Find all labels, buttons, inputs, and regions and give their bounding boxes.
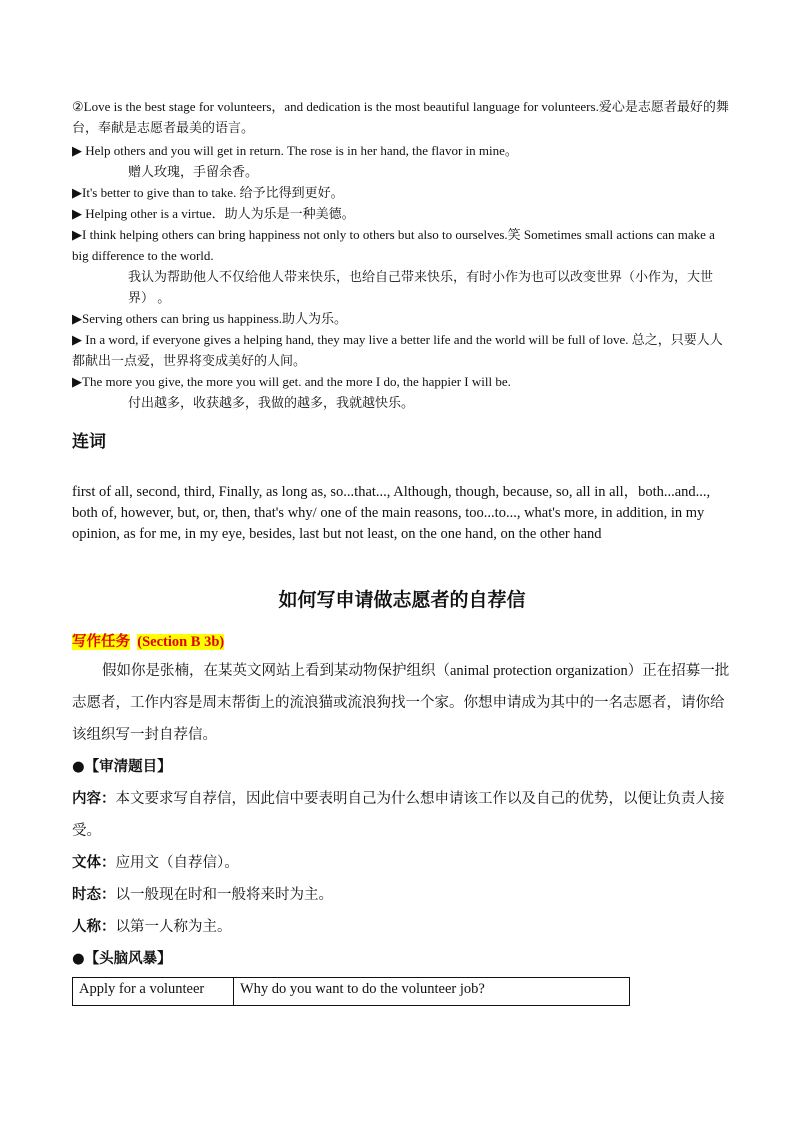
tips-section <box>72 96 732 413</box>
tip-4: ▶ Helping other is a virtue．助人为乐是一种美德。 <box>72 206 355 221</box>
section-brainstorm-title: ●【头脑风暴】 <box>72 951 172 967</box>
tip-2-translation: 赠人玫瑰，手留余香。 <box>128 164 259 179</box>
task-source: (Section B 3b) <box>137 634 225 650</box>
page-title: 如何写申请做志愿者的自荐信 <box>278 589 526 611</box>
writing-task-label <box>72 630 732 651</box>
tip-2: ▶ Help others and you will get in return. The rose is in her hand, the flavor in mine。 <box>72 143 518 158</box>
task-label-text: 写作任务 <box>72 634 130 650</box>
tip-8: ▶The more you give, the more you will get. and the more I do, the happier I will be. <box>72 374 511 389</box>
tip-6: ▶Serving others can bring us happiness.助人为乐。 <box>72 311 348 326</box>
analysis-person: 人称：以第一人称为主。 <box>72 919 232 935</box>
tip-1: ②Love is the best stage for volunteers，and dedication is the most beautiful language for volunteers.爱心是志愿者最好的舞台，奉献是志愿者最美的语言。 <box>72 99 729 135</box>
table-row <box>73 978 630 1006</box>
task-text: 假如你是张楠，在某英文网站上看到某动物保护组织（animal protection organization）正在招募一批志愿者，工作内容是周末帮街上的流浪猫或流浪狗找一个家。你想申请成为其中的一名志愿者，请你给该组织写一封自荐信。 <box>72 663 730 743</box>
tip-3: ▶It's better to give than to take. 给予比得到更好。 <box>72 185 344 200</box>
connectives-heading: 连词 <box>72 432 106 452</box>
analysis-content: 内容：本文要求写自荐信，因此信中要表明自己为什么想申请该工作以及自己的优势，以便让负责人接受。 <box>72 791 725 839</box>
analysis-tense: 时态：以一般现在时和一般将来时为主。 <box>72 887 333 903</box>
tip-5: ▶I think helping others can bring happiness not only to others but also to ourselves.笑 Sometimes small actions can make a big difference to the world. <box>72 227 715 263</box>
brainstorm-table <box>72 977 630 1006</box>
tip-7: ▶ In a word, if everyone gives a helping hand, they may live a better life and the world will be full of love. 总之，只要人人都献出一点爱，世界将变成美好的人间。 <box>72 332 723 368</box>
connectives-list: first of all, second, third, Finally, as long as, so...that..., Although, though, because, so, all in all，both...and..., both of, however, but, or, then, that's why/ one of the main reasons, too...to..., what's more, in addition, in my opinion, as for me, in my eye, besides, last but not least, on the one hand, on the other hand <box>72 484 711 542</box>
tip-8-translation: 付出越多，收获越多，我做的越多，我就越快乐。 <box>128 395 415 410</box>
section-analyze-title: ●【审清题目】 <box>72 759 172 775</box>
table-cell-why: Why do you want to do the volunteer job? <box>234 978 630 1006</box>
tip-5-translation: 我认为帮助他人不仅给他人带来快乐，也给自己带来快乐，有时小作为也可以改变世界（小作为，大世界） 。 <box>128 269 714 305</box>
table-cell-apply: Apply for a volunteer <box>73 978 234 1006</box>
document-page <box>72 96 732 1006</box>
analysis-style: 文体：应用文（自荐信）。 <box>72 855 239 871</box>
